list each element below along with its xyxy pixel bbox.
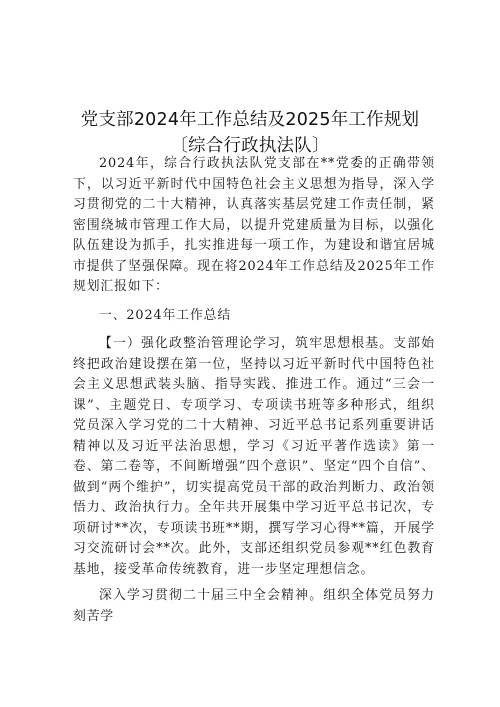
- document-body: [73, 154, 435, 627]
- body-paragraph-2: 深入学习贯彻二十届三中全会精神。组织全体党员努力刻苦学: [73, 588, 435, 624]
- document-title: 党支部2024年工作总结及2025年工作规划: [80, 110, 420, 130]
- body-paragraph-1: 【一）强化政整治管理论学习，筑牢思想根基。支部始终把政治建设摆在第一位，坚持以习近平新时代中国特色社会主义思想武装头脑、指导实践、推进工作。通过“三会一课”、主题党日、专项学习、专项读书班等多种形式，组织党员深入学习党的二十大精神、习近平总书记系列重要讲话精神以及习近平法治思想，学习《习近平著作选读》第一卷、第二卷等，不间断增强“四个意识”、坚定“四个自信”、做到“两个维护”，切实提高党员干部的政治判断力、政治领悟力、政治执行力。全年共开展集中学习近平总书记次，专项研讨**次，专项读书班**期，撰写学习心得**篇，开展学习交流研讨会**次。此外，支部还组织党员参观**红色教育基地，接受革命传统教育，进一步坚定理想信念。: [73, 336, 435, 577]
- intro-paragraph: 2024年，综合行政执法队党支部在**党委的正确带领下，以习近平新时代中国特色社会主义思想为指导，深入学习贯彻党的二十大精神，认真落实基层党建工作责任制，紧密围绕城市管理工作大局，以提升党建质量为目标，以强化队伍建设为抓手，扎实推进每一项工作，为建设和谐宜居城市提供了坚强保障。现在将2024年工作总结及2025年工作规划汇报如下：: [73, 156, 435, 294]
- section-heading: 一、2024年工作总结: [99, 307, 232, 323]
- document-subtitle: 〔综合行政执法队〕: [170, 136, 330, 156]
